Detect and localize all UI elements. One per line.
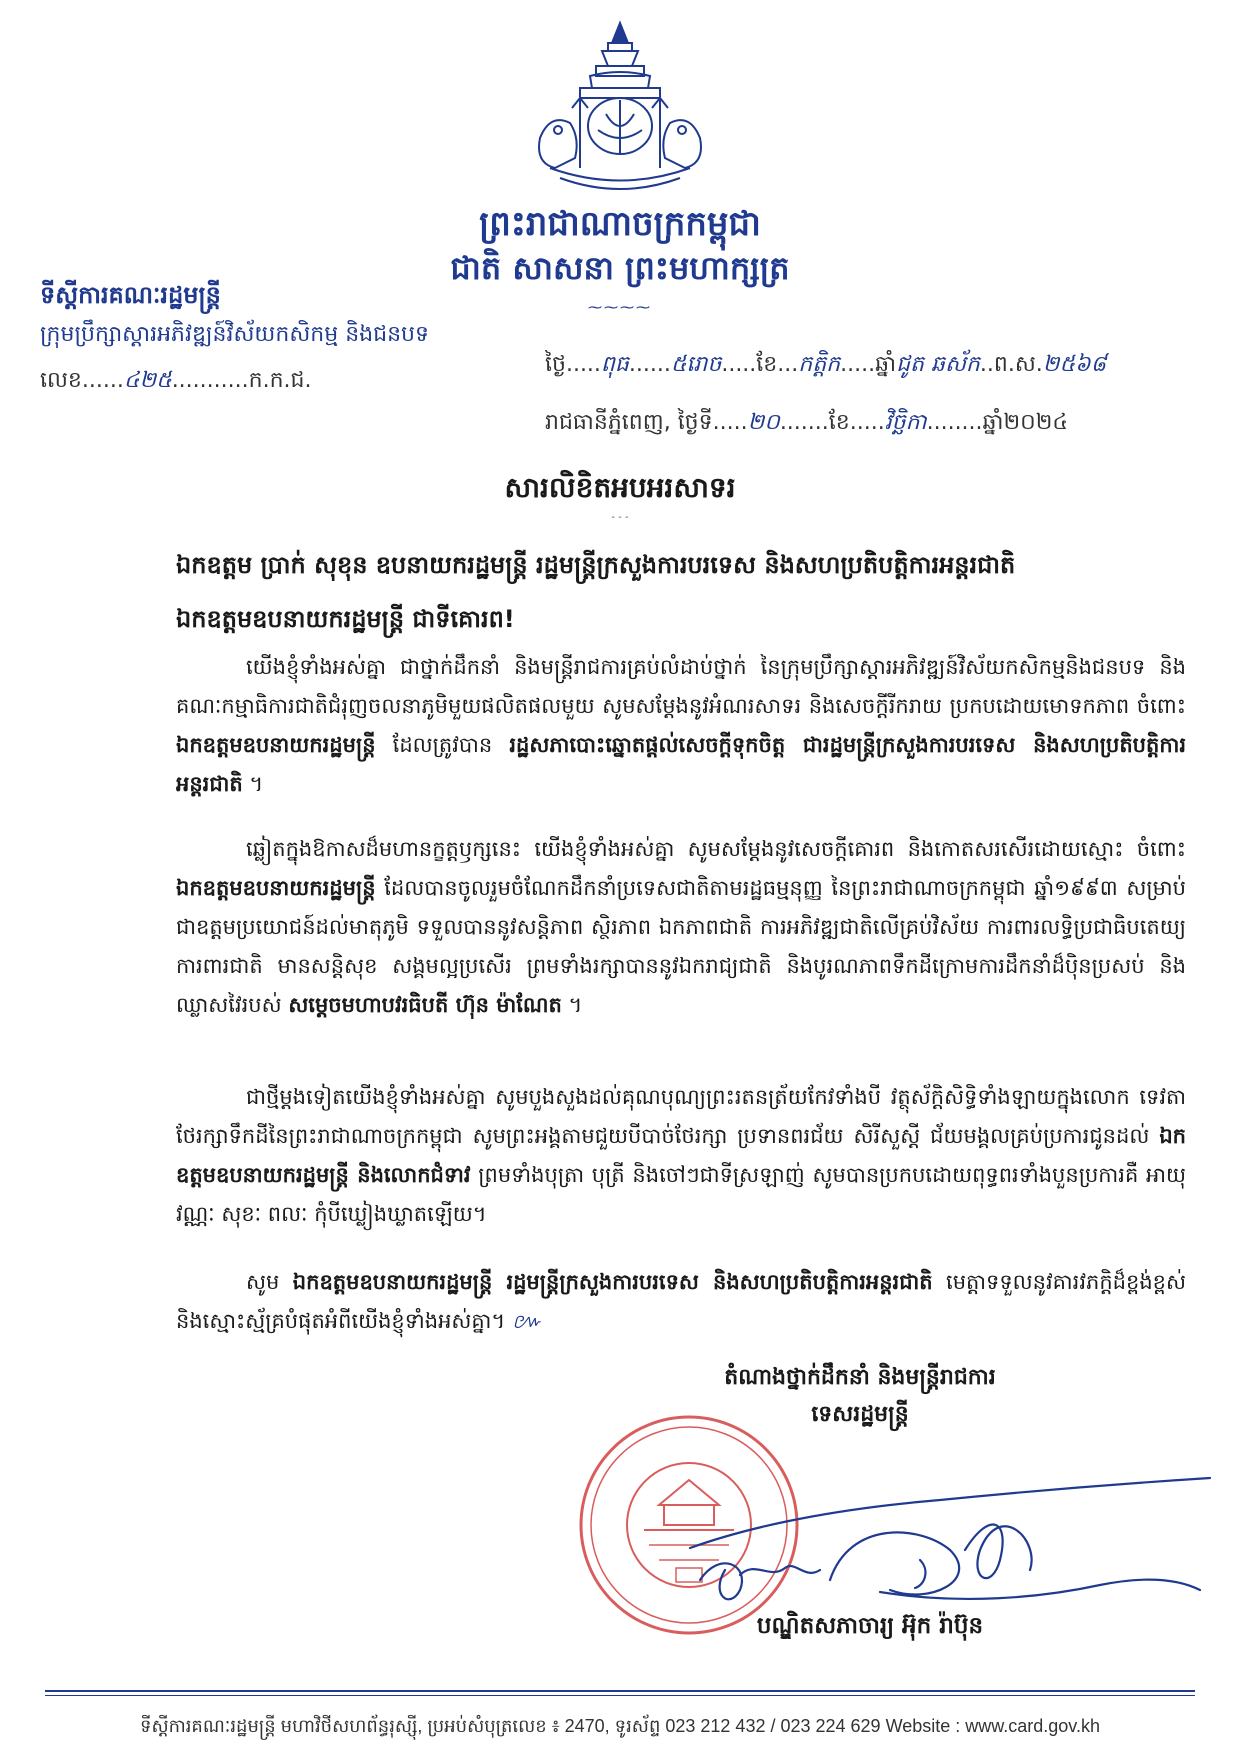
solar-year: ឆ្នាំ២០២៤	[982, 410, 1068, 435]
lunar-date-line: ថ្ងៃ.....ពុធ......៥រោច.....ខែ...កត្តិក.....ឆ្នាំជូត ឆស័ក..ព.ស.២៥៦៨	[545, 352, 1107, 377]
motto-ornament: ⁓⁓⁓⁓	[588, 300, 652, 316]
lunar-day-label: ថ្ងៃ	[545, 352, 566, 377]
subject-ornament: - - -	[611, 512, 629, 523]
p2-emphasis-b: ឯកឧត្តមឧបនាយករដ្ឋមន្ត្រី	[176, 876, 376, 900]
p4-text-a: សូម	[246, 1270, 280, 1294]
footer-divider	[45, 1690, 1195, 1692]
signature-title: តំណាងថ្នាក់ដឹកនាំ និងមន្ត្រីរាជការ	[724, 1365, 996, 1390]
lunar-month-label: ខែ	[756, 352, 778, 377]
be-year: ២៥៦៨	[1042, 352, 1107, 377]
year-cycle: ឆស័ក	[931, 352, 980, 377]
letter-subject: សារលិខិតអបអរសាទរ	[504, 471, 736, 504]
lunar-date: ៥រោច	[670, 352, 722, 377]
p4-emphasis-b: ឯកឧត្តមឧបនាយករដ្ឋមន្ត្រី រដ្ឋមន្ត្រីក្រសួងការបរទេស និងសហប្រតិបត្តិការអន្តរជាតិ	[292, 1270, 933, 1294]
reference-number: លេខ......៤២៥...........ក.ក.ជ.	[40, 368, 312, 393]
body-paragraph-2	[176, 830, 1186, 1025]
ref-prefix: លេខ	[40, 368, 82, 393]
body-paragraph-1	[176, 648, 1186, 804]
solar-day: ២០	[747, 410, 780, 435]
p2-emphasis-d: សម្តេចមហាបវរធិបតី ហ៊ុន ម៉ាណែត	[288, 993, 562, 1017]
p3-emphasis-b: ឯកឧត្តមឧបនាយករដ្ឋមន្ត្រី និងលោកជំទាវ	[176, 1124, 1186, 1187]
p4-end-mark: ៚	[511, 1309, 542, 1333]
body-paragraph-3	[176, 1078, 1186, 1234]
signatory-name: បណ្ឌិតសភាចារ្យ អ៊ុក រ៉ាប៊ុន	[756, 1613, 984, 1639]
national-motto: ជាតិ សាសនា ព្រះមហាក្សត្រ	[450, 249, 790, 287]
handwritten-signature	[680, 1430, 1220, 1620]
signature-role: ទេសរដ្ឋមន្ត្រី	[811, 1402, 909, 1427]
year-animal: ជូត	[896, 352, 924, 377]
solar-month-label: ខែ	[828, 410, 850, 435]
be-label: ព.ស.	[993, 352, 1043, 377]
p2-text-c: ដែលបានចូលរួមចំណែកដឹកនាំប្រទេសជាតិតាមរដ្ឋធម្មនុញ្ញ នៃព្រះរាជាណាចក្រកម្ពុជា ឆ្នាំ១៩៩៣ សម្រាប់ជាឧត្តមប្រយោជន៍ដល់មាតុភូមិ ទទួលបាននូវសន្តិភាព ស្ថិរភាព ឯកភាពជាតិ ការអភិវឌ្ឍជាតិលើគ្រប់វិស័យ ការពារលទ្ធិប្រជាធិបតេយ្យ ការពារជាតិ មានសន្តិសុខ សង្គមល្អប្រសើរ ព្រមទាំងរក្សាបាននូវឯករាជ្យជាតិ និងបូរណភាពទឹកដីក្រោមការដឹកនាំដ៏ប៉ិនប្រសប់ និងឈ្លាសវៃរបស់	[176, 876, 1186, 1017]
footer-contact: ទីស្តីការគណៈរដ្ឋមន្ត្រី មហាវិថីសហព័ន្ធរុស្ស៊ី, ប្រអប់សំបុត្រលេខ ៖ 2470, ទូរស័ព្ទ 023 212 432 / 023 224 629 Website : www.card.gov.kh	[140, 1716, 1100, 1736]
footer-divider-thin	[45, 1695, 1195, 1696]
royal-coat-of-arms-emblem	[520, 18, 720, 203]
solar-date-line: រាជធានីភ្នំពេញ, ថ្ងៃទី.....២០.......ខែ.....វិច្ឆិកា........ឆ្នាំ២០២៤	[545, 410, 1068, 435]
letter-salutation: ឯកឧត្តមឧបនាយករដ្ឋមន្ត្រី ជាទីគោរព!	[176, 605, 515, 633]
p3-text-a: ជាថ្មីម្តងទៀតយើងខ្ញុំទាំងអស់គ្នា សូមបួងសួងដល់គុណបុណ្យព្រះរតនត្រ័យកែវទាំងបី វត្ថុស័ក្តិសិទ្ធិទាំងឡាយក្នុងលោក ទេវតាថែរក្សាទឹកដីនៃព្រះរាជាណាចក្រកម្ពុជា សូមព្រះអង្គតាមជួយបីបាច់ថែរក្សា ប្រទានពរជ័យ សិរីសួស្តី ជ័យមង្គលគ្រប់ប្រការជូនដល់	[176, 1085, 1186, 1148]
p1-text-a: យើងខ្ញុំទាំងអស់គ្នា ជាថ្នាក់ដឹកនាំ និងមន្ត្រីរាជការគ្រប់លំដាប់ថ្នាក់ នៃក្រុមប្រឹក្សាស្តារអភិវឌ្ឍន៍វិស័យកសិកម្មនិងជនបទ និងគណៈកម្មាធិការជាតិជំរុញចលនាភូមិមួយផលិតផលមួយ សូមសម្តែងនូវអំណរសាទរ និងសេចក្តីរីករាយ ប្រកបដោយមោទកភាព ចំពោះ	[176, 655, 1186, 718]
p1-text-c: ដែលត្រូវបាន	[392, 733, 493, 757]
body-paragraph-4	[176, 1263, 1186, 1341]
p2-text-e: ។	[568, 993, 583, 1017]
council-name: ក្រុមប្រឹក្សាស្តារអភិវឌ្ឍន៍វិស័យកសិកម្ម និងជនបទ	[40, 322, 429, 347]
p4-text-c: មេត្តាទទួលនូវគារវភក្តិដ៏ខ្ពង់ខ្ពស់ និងស្មោះស្ម័គ្របំផុតអំពីយើងខ្ញុំទាំងអស់គ្នា។	[176, 1270, 1186, 1333]
office-name: ទីស្តីការគណៈរដ្ឋមន្ត្រី	[40, 281, 221, 309]
lunar-month: កត្តិក	[798, 352, 841, 377]
p2-text-a: ឆ្លៀតក្នុងឱកាសដ៏មហានក្ខត្តឫក្សនេះ យើងខ្ញុំទាំងអស់គ្នា សូមសម្តែងនូវសេចក្តីគោរព និងកោតសរសើរដោយស្មោះ ចំពោះ	[246, 837, 1186, 861]
p3-text-c: ព្រមទាំងបុត្រា បុត្រី និងចៅៗជាទីស្រឡាញ់ សូមបានប្រកបដោយពុទ្ធពរទាំងបួនប្រការគឺ អាយុ វណ្ណៈ សុខៈ ពលៈ កុំបីឃ្លៀងឃ្លាតឡើយ។	[176, 1163, 1186, 1226]
letter-addressee: ឯកឧត្តម ប្រាក់ សុខុន ឧបនាយករដ្ឋមន្ត្រី រដ្ឋមន្ត្រីក្រសួងការបរទេស និងសហប្រតិបត្តិការអន្តរជាតិ	[176, 551, 1016, 579]
kingdom-name: ព្រះរាជាណាចក្រកម្ពុជា	[479, 204, 761, 244]
ref-number-value: ៤២៥	[123, 368, 172, 393]
p1-emphasis-d: រដ្ឋសភាបោះឆ្នោតផ្តល់សេចក្តីទុកចិត្ត ជារដ្ឋមន្ត្រីក្រសួងការបរទេស និងសហប្រតិបត្តិការអន្តរជាតិ	[176, 733, 1186, 796]
p1-emphasis-b: ឯកឧត្តមឧបនាយករដ្ឋមន្ត្រី	[176, 733, 376, 757]
year-label: ឆ្នាំ	[875, 352, 897, 377]
solar-prefix: រាជធានីភ្នំពេញ, ថ្ងៃទី	[545, 410, 713, 435]
p1-text-e: ។	[249, 772, 264, 796]
solar-month: វិច្ឆិកា	[884, 410, 927, 435]
lunar-day: ពុធ	[600, 352, 629, 377]
ref-suffix: ក.ក.ជ.	[248, 368, 312, 393]
